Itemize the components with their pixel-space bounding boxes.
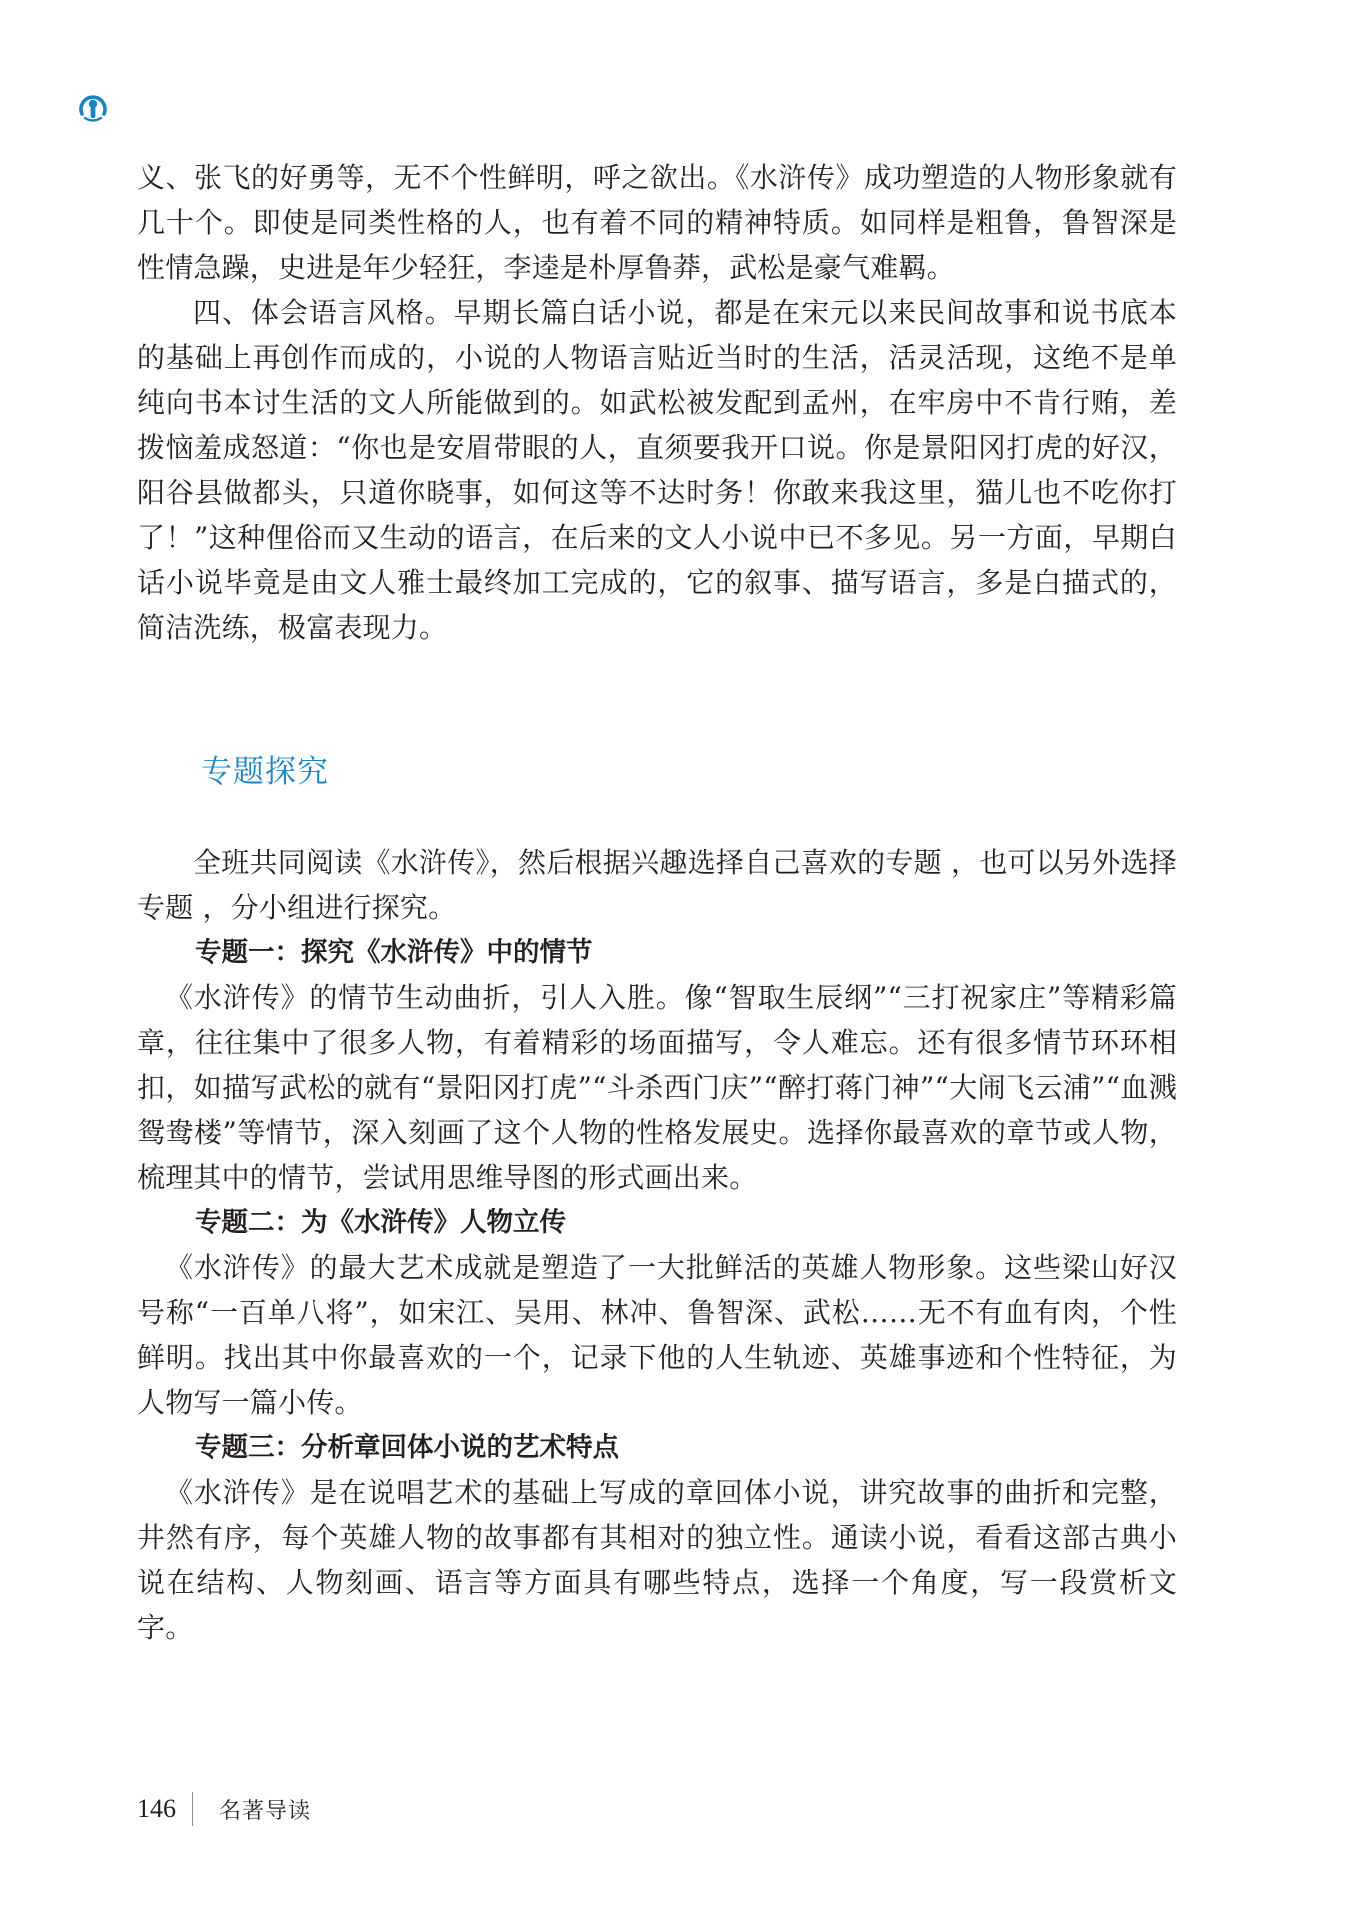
topic-2-body: 《水浒传》的最大艺术成就是塑造了一大批鲜活的英雄人物形象。这些梁山好汉号称“一百单八将”，如宋江、吴用、林冲、鲁智深、武松……无不有血有肉，个性鲜明。找出其中你最喜欢的一个，记录下他的人生轨迹、英雄事迹和个性特征，为人物写一篇小传。 bbox=[137, 1251, 1177, 1419]
topic-2-title: 专题二：为《水浒传》人物立传 bbox=[195, 1207, 566, 1238]
book-title: 名著导读 bbox=[219, 1798, 312, 1824]
topic-1-body: 《水浒传》的情节生动曲折，引人入胜。像“智取生辰纲”“三打祝家庄”等精彩篇章，往往集中了很多人物，有着精彩的场面描写，令人难忘。还有很多情节环环相扣，如描写武松的就有“景阳冈打虎”“斗杀西门庆”“醉打蒋门神”“大闹飞云浦”“血溅鸳鸯楼”等情节，深入刻画了这个人物的性格发展史。选择你最喜欢的章节或人物，梳理其中的情节，尝试用思维导图的形式画出来。 bbox=[137, 981, 1177, 1194]
topic-intro: 全班共同阅读《水浒传》，然后根据兴趣选择自己喜欢的专题 ，也可以另外选择专题 ，分小组进行探究。 bbox=[137, 846, 1177, 924]
topic-1-title: 专题一：探究《水浒传》中的情节 bbox=[195, 937, 593, 968]
paragraph-language-style: 四、体会语言风格。早期长篇白话小说，都是在宋元以来民间故事和说书底本的基础上再创作而成的，小说的人物语言贴近当时的生活，活灵活现，这绝不是单纯向书本讨生活的文人所能做到的。如武松被发配到孟州，在牢房中不肯行贿，差拨恼羞成怒道：“你也是安眉带眼的人，直须要我开口说。你是景阳冈打虎的好汉，阳谷县做都头，只道你晓事，如何这等不达时务！你敢来我这里，猫儿也不吃你打了！”这种俚俗而又生动的语言，在后来的文人小说中已不多见。另一方面，早期白话小说毕竟是由文人雅士最终加工完成的，它的叙事、描写语言，多是白描式的，简洁洗练，极富表现力。 bbox=[137, 296, 1177, 644]
page-footer bbox=[137, 1792, 311, 1826]
paragraph-continued: 义、张飞的好勇等，无不个性鲜明，呼之欲出。《水浒传》成功塑造的人物形象就有几十个。即使是同类性格的人，也有着不同的精神特质。如同样是粗鲁，鲁智深是性情急躁，史进是年少轻狂，李逵是朴厚鲁莽，武松是豪气难羁。 bbox=[137, 161, 1177, 284]
section-title: 专题探究 bbox=[201, 754, 329, 790]
footer-divider bbox=[192, 1792, 193, 1826]
topic-3-title: 专题三：分析章回体小说的艺术特点 bbox=[195, 1432, 619, 1463]
page-content bbox=[137, 155, 1177, 1650]
page-number: 146 bbox=[137, 1794, 176, 1823]
topic-3-body: 《水浒传》是在说唱艺术的基础上写成的章回体小说，讲究故事的曲折和完整，井然有序，每个英雄人物的故事都有其相对的独立性。通读小说，看看这部古典小说在结构、人物刻画、语言等方面具有哪些特点，选择一个角度，写一段赏析文字。 bbox=[137, 1476, 1177, 1644]
reading-logo-icon bbox=[76, 92, 110, 124]
